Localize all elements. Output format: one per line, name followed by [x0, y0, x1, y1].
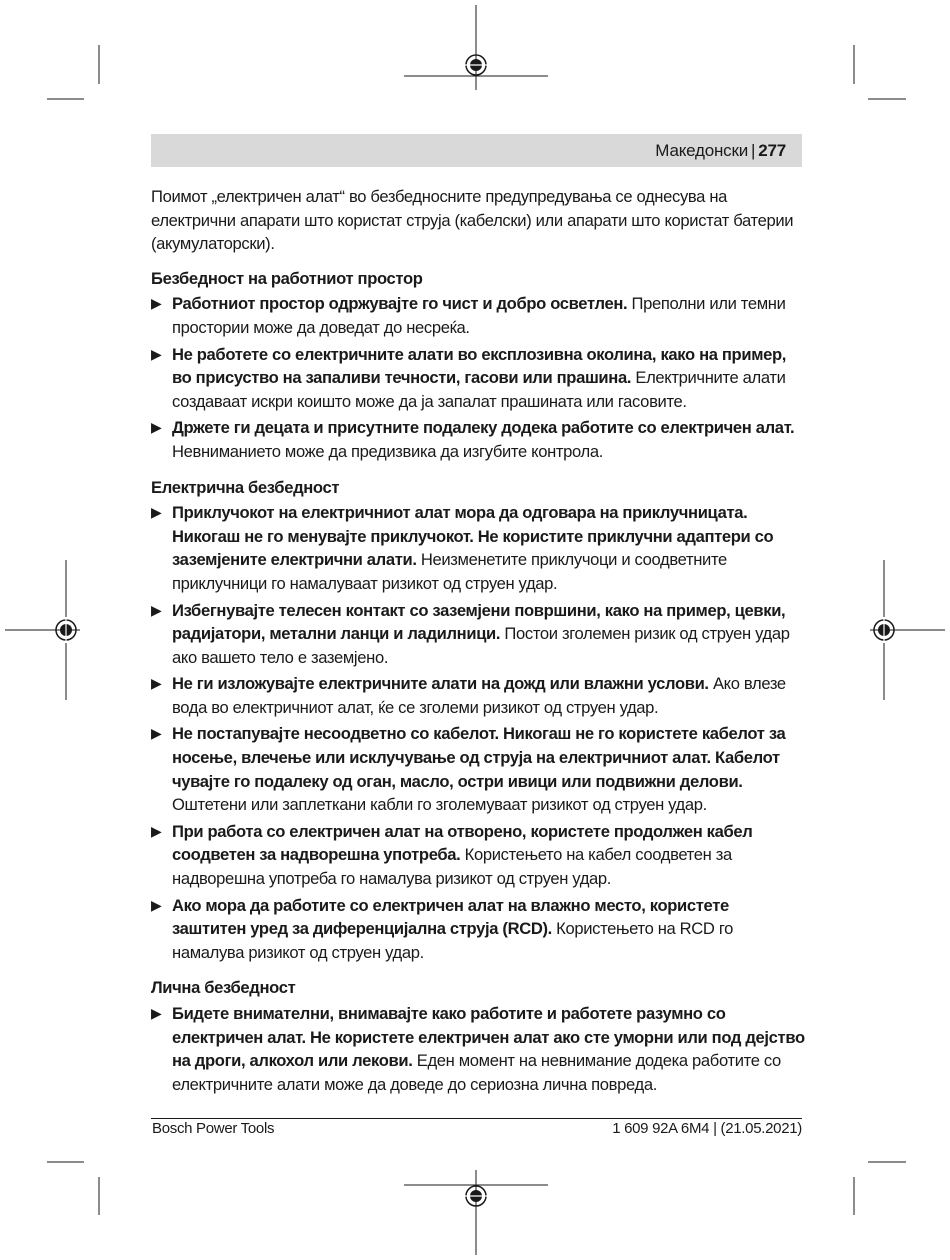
footer-brand: Bosch Power Tools [152, 1120, 275, 1137]
triangle-bullet-icon: ▶ [151, 295, 162, 312]
registration-target-left [56, 617, 76, 643]
triangle-bullet-icon: ▶ [151, 1005, 162, 1021]
item-text: Неизменетите приклучоци и соодветните приклучници го намалуваат ризикот од струен удар. [172, 550, 727, 593]
triangle-bullet-icon: ▶ [151, 601, 162, 618]
item-bold-text: Држете ги децата и присутните подалеку додека работите со електричен алат. [172, 418, 795, 438]
section-workplace-safety [151, 267, 806, 464]
page-number: 277 [758, 141, 786, 160]
list-item [151, 672, 806, 719]
registration-target-top [463, 55, 489, 75]
item-bold-text: Бидете внимателни, внимавајте како работите и работете разумно со електричен алат. Не користете електричен алат ако сте уморни или под дејство на дроги, алкохол или лекови. [172, 1004, 805, 1071]
registration-target-right [874, 617, 894, 643]
item-text: Користењето на RCD го намалува ризикот од струен удар. [172, 919, 734, 962]
item-text: Постои зголемен ризик од струен удар ако вашето тело е заземјено. [172, 624, 790, 667]
section-title: Електрична безбедност [151, 477, 340, 497]
triangle-bullet-icon: ▶ [151, 345, 162, 362]
item-text: Невниманието може да предизвика да изгубите контрола. [172, 441, 604, 461]
item-bold-text: Не ги изложувајте електричните алати на дожд или влажни услови. [172, 674, 709, 694]
registration-target-bottom [463, 1186, 489, 1206]
triangle-bullet-icon: ▶ [151, 504, 162, 521]
list-item [151, 416, 806, 463]
item-bold-text: Не постапувајте несоодветно со кабелот. Никогаш не го користете кабелот за носење, влечење или исклучување од струја на електричниот алат. Кабелот чувајте го подалеку од оган, масло, остри ивици или подвижни делови. [172, 724, 786, 791]
item-bold-text: Не работете со електричните алати во експлозивна околина, како на пример, во присуство на запаливи течности, гасови или прашина. [172, 344, 787, 388]
section-electrical-safety [151, 476, 806, 965]
intro-paragraph: Поимот „електричен алат“ во безбедносните предупредувања се однесува на електрични апарати што користат струја (кабелски) или апарати што користат батерии (акумулаторски). [151, 187, 794, 254]
list-item [151, 501, 806, 595]
list-item [151, 722, 806, 816]
item-bold-text: Работниот простор одржувајте го чист и добро осветлен. [172, 294, 628, 314]
item-text: Електричните алати создаваат искри коишто може да ја запалат прашината или гасовите. [172, 368, 786, 411]
triangle-bullet-icon: ▶ [151, 419, 162, 436]
section-personal-safety [151, 976, 806, 1096]
triangle-bullet-icon: ▶ [151, 725, 162, 742]
list-item [151, 343, 806, 414]
list-item [151, 894, 806, 965]
item-bold-text: Ако мора да работите со електричен алат на влажно место, користете заштитен уред за диференцијална струја (RCD). [172, 895, 729, 939]
item-text: Оштетени или заплеткани кабли го зголемуваат ризикот од струен удар. [172, 795, 707, 815]
list-item [151, 1002, 806, 1096]
item-text: Ако влезе вода во електричниот алат, ќе се зголеми ризикот од струен удар. [172, 674, 786, 717]
triangle-bullet-icon: ▶ [151, 822, 162, 839]
item-text: Користењето на кабел соодветен за надворешна употреба го намалува ризикот од струен удар. [172, 845, 732, 889]
item-bold-text: При работа со електричен алат на отворено, користете продолжен кабел соодветен за надворешна употреба. [172, 821, 753, 865]
header-text [655, 141, 786, 161]
header-language: Македонски [655, 141, 749, 160]
page-content [151, 185, 806, 1099]
footer-rule [151, 1118, 802, 1119]
footer-doc-code: 1 609 92A 6M4 | (21.05.2021) [612, 1120, 802, 1137]
item-text: Преполни или темни простории може да доведат до несреќа. [172, 294, 786, 337]
header-separator: | [751, 141, 756, 160]
item-text: Еден момент на невнимание додека работите со електричните алати може да доведе до сериозна лична повреда. [172, 1051, 781, 1094]
section-title: Лична безбедност [151, 978, 296, 998]
list-item [151, 292, 806, 339]
section-title: Безбедност на работниот простор [151, 268, 423, 288]
list-item [151, 599, 806, 670]
item-bold-text: Избегнувајте телесен контакт со заземјени површини, како на пример, цевки, радијатори, метални ланци и ладилници. [172, 600, 786, 644]
item-bold-text: Приклучокот на електричниот алат мора да одговара на приклучницата. Никогаш не го менувајте приклучокот. Не користите приклучни адаптери со заземјените електрични алати. [172, 503, 774, 570]
list-item [151, 820, 806, 891]
triangle-bullet-icon: ▶ [151, 896, 162, 913]
page-header [151, 134, 802, 167]
triangle-bullet-icon: ▶ [151, 675, 162, 692]
